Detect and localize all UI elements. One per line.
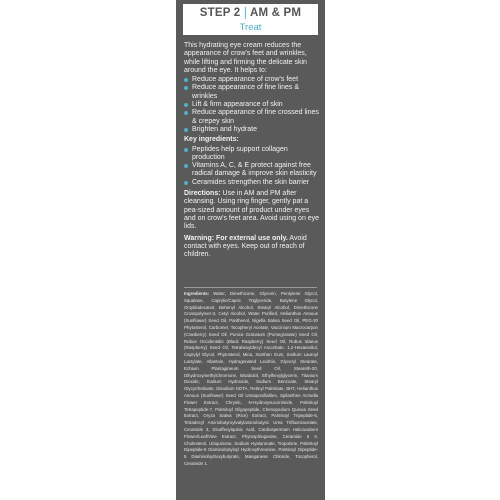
warning-text: Avoid contact with eyes. Keep out of reach of children. — [184, 234, 307, 259]
directions-label: Directions: — [184, 190, 221, 198]
key-ingredient-item: Peptides help support collagen production — [184, 146, 320, 163]
bullet-icon — [184, 148, 188, 152]
directions-text: Use in AM and PM after cleansing. Using ring finger, gently pat a pea-sized amount of product under eyes and on crow's feet area. Avoid using on eye lids. — [184, 190, 320, 231]
bullet-icon — [184, 164, 188, 168]
key-ingredients-heading: Key ingredients: — [184, 136, 239, 144]
directions — [184, 190, 320, 231]
key-ingredient-item: Vitamins A, C, & E protect against free radical damage & improve skin elasticity — [184, 162, 320, 179]
product-description — [184, 42, 320, 262]
step-title — [183, 7, 318, 19]
product-panel — [176, 0, 325, 500]
ingredients-list — [184, 291, 318, 468]
bullet-icon — [184, 86, 188, 90]
step-subtitle: Treat — [239, 22, 262, 33]
divider — [184, 287, 317, 288]
ingredients-label: Ingredients: — [184, 291, 210, 296]
benefits-list — [184, 76, 320, 134]
step-separator: | — [243, 7, 247, 19]
step-header — [183, 4, 318, 35]
warning — [184, 235, 320, 260]
benefit-item: Reduce appearance of crow's feet — [184, 76, 320, 84]
warning-label: Warning: For external use only. — [184, 234, 288, 242]
bullet-icon — [184, 128, 188, 132]
ingredients-text: Water, Dimethicone, Glycerin, Pentylene Glycol, Squalane, Caprylic/Capric Triglyceride, Butylene Glycol, Octyldodecanol, Behenyl Alcohol, Stearyl Alcohol, Dimethicone Crosspolymer-3, Cetyl Alcohol, Water Purified, Helianthus Annuus (Sunflower) Seed Oil, Panthenol, Nigella Sativa Seed Oil, PEG-20 Phytosterol, Carbomer, Tocopheryl Acetate, Vaccinium Macrocarpon (Cranberry) Seed Oil, Punica Granatum (Pomegranate) Seed Oil, Rubus Occidentalis (Black Raspberry) Seed Oil, Rubus Idaeus (Raspberry) Seed Oil, Tetrahexyldecyl Ascorbate, 1,2-Hexanediol, Caprylyl Glycol, Phytosterol, Mica, Xanthan Gum, Sodium Lauroyl Lactylate, Allantoin, Hydrogenated Lecithin, Glyceryl Stearate, Echium Plantagineum Seed Oil, Steareth-20, Dihydroxymethylchromone, Bisabolol, Ethylhexylglycerin, Titanium Dioxide, Sodium Hydroxide, Sodium Benzoate, Stearyl Glycyrrhetinate, Disodium EDTA, Retinyl Palmitate, BHT, Helianthus Annuus (Sunflower) Seed Oil Unsaponifiables, Spilanthes Acmella Flower Extract, Chrysin, N-Hydroxysuccinimide, Palmitoyl Tetrapeptide-7, Palmitoyl Oligopeptide, Chenopodium Quinoa Seed Extract, Oryza Sativa (Rice) Extract, Palmitoyl Tripeptide-5, Tetradecyl Aminobutyroylvalylaminobutyric Urea Trifluoroacetate, Ceramide 3, Dicaffeoylquinic Acid, Cardiospermum Halicacabum Flower/Leaf/Vine Extract, Phytosphingosine, Ceramide 6 II, Cholesterol, Ubiquinone, Sodium Hyaluronate, Tropolone, Palmitoyl Dipeptide-5 Diaminobutyloyl Hydroxythreonine, Palmitoyl Dipeptide-5 Diaminohydroxybutyrate, Manganese Chloride, Tocopherol, Ceramide 1. — [184, 291, 318, 466]
bullet-icon — [184, 181, 188, 185]
benefit-item: Lift & firm appearance of skin — [184, 101, 320, 109]
step-label: STEP 2 — [199, 7, 241, 19]
bullet-icon — [184, 103, 188, 107]
benefit-item: Reduce appearance of fine lines & wrinkles — [184, 84, 320, 101]
benefit-item: Brighten and hydrate — [184, 126, 320, 134]
bullet-icon — [184, 111, 188, 115]
step-time: AM & PM — [249, 7, 302, 19]
bullet-icon — [184, 78, 188, 82]
benefit-item: Reduce appearance of fine crossed lines & crepey skin — [184, 109, 320, 126]
key-ingredient-item: Ceramides strengthen the skin barrier — [184, 179, 320, 187]
key-ingredients-list — [184, 146, 320, 187]
intro-text: This hydrating eye cream reduces the appearance of crow's feet and wrinkles, while lifting and firming the delicate skin around the eye. It helps to: — [184, 42, 307, 74]
